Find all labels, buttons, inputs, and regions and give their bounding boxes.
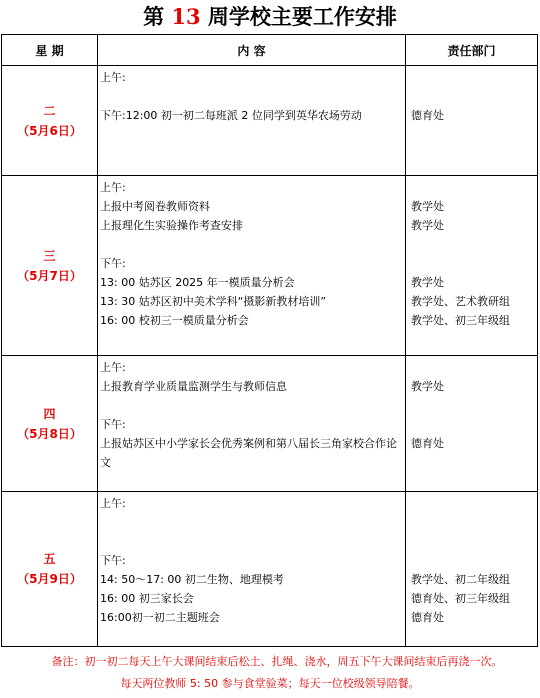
content-cell	[98, 492, 406, 647]
pm-label: 下午:	[100, 257, 126, 270]
page-title: 第 13 周学校主要工作安排	[143, 4, 397, 29]
note-line-1: 备注：初一初二每天上午大课间结束后松土、扎绳、浇水，周五下午大课间结束后再浇一次。	[51, 655, 503, 668]
dept-item: 教学处	[411, 380, 444, 393]
dept-cell	[406, 492, 538, 647]
dept-item: 德育处、初三年级组	[411, 592, 510, 605]
weekday: 五	[43, 552, 56, 566]
day-cell	[2, 356, 98, 492]
date: （5月6日）	[17, 123, 82, 138]
date: （5月7日）	[17, 268, 82, 283]
list-item: 12:00 初一初二每班派 2 位同学到英华农场劳动	[125, 109, 362, 122]
dept-item: 教学处	[411, 219, 444, 232]
week-number: 13	[171, 4, 201, 29]
dept-cell	[406, 66, 538, 176]
list-item: 13: 00 姑苏区 2025 年一模质量分析会	[100, 276, 295, 289]
pm-label: 下午:	[100, 554, 126, 567]
header-period: 星 期	[2, 35, 98, 66]
schedule-table	[1, 34, 538, 647]
list-item: 16:00初一初二主题班会	[100, 611, 220, 624]
content-cell	[98, 356, 406, 492]
list-item: 16: 00 初三家长会	[100, 592, 194, 605]
dept-item: 教学处、初二年级组	[411, 573, 510, 586]
content-cell	[98, 176, 406, 356]
weekday: 三	[43, 248, 56, 263]
am-label: 上午:	[100, 497, 126, 510]
pm-label: 下午:	[100, 109, 126, 122]
table-row	[2, 176, 538, 356]
date: （5月8日）	[17, 426, 82, 441]
list-item: 上报姑苏区中小学家长会优秀案例和第八届长三角家校合作论文	[100, 437, 397, 469]
weekday: 四	[43, 406, 56, 421]
list-item: 13: 30 姑苏区初中美术学科“摄影新教材培训”	[100, 295, 327, 308]
pm-label: 下午:	[100, 418, 126, 431]
header-dept: 责任部门	[406, 35, 538, 66]
list-item: 16: 00 校初三一模质量分析会	[100, 314, 249, 327]
dept-item: 教学处	[411, 200, 444, 213]
dept-item: 教学处、初三年级组	[411, 314, 510, 327]
dept-cell	[406, 176, 538, 356]
table-row	[2, 356, 538, 492]
date: （5月9日）	[17, 572, 82, 586]
day-cell	[2, 66, 98, 176]
dept-item: 德育处	[411, 611, 444, 624]
dept-item: 德育处	[411, 109, 444, 122]
header-content: 内 容	[98, 35, 406, 66]
dept-item: 德育处	[411, 437, 444, 450]
dept-cell	[406, 356, 538, 492]
content-cell	[98, 66, 406, 176]
day-cell	[2, 492, 98, 647]
am-label: 上午:	[100, 361, 126, 374]
table-row	[2, 492, 538, 647]
table-row	[2, 66, 538, 176]
list-item: 14: 50～17: 00 初二生物、地理模考	[100, 573, 284, 586]
table-header-row	[2, 35, 538, 66]
day-cell	[2, 176, 98, 356]
note-line-2: 每天两位教师 5: 50 参与食堂验菜；每天一位校级领导陪餐。	[120, 677, 420, 690]
am-label: 上午:	[100, 181, 126, 194]
list-item: 上报中考阅卷教师资料	[100, 200, 210, 213]
dept-item: 教学处	[411, 276, 444, 289]
list-item: 上报教育学业质量监测学生与教师信息	[100, 380, 287, 393]
list-item: 上报理化生实验操作考查安排	[100, 219, 243, 232]
am-label: 上午:	[100, 71, 126, 84]
dept-item: 教学处、艺术教研组	[411, 295, 510, 308]
weekday: 二	[43, 103, 56, 118]
